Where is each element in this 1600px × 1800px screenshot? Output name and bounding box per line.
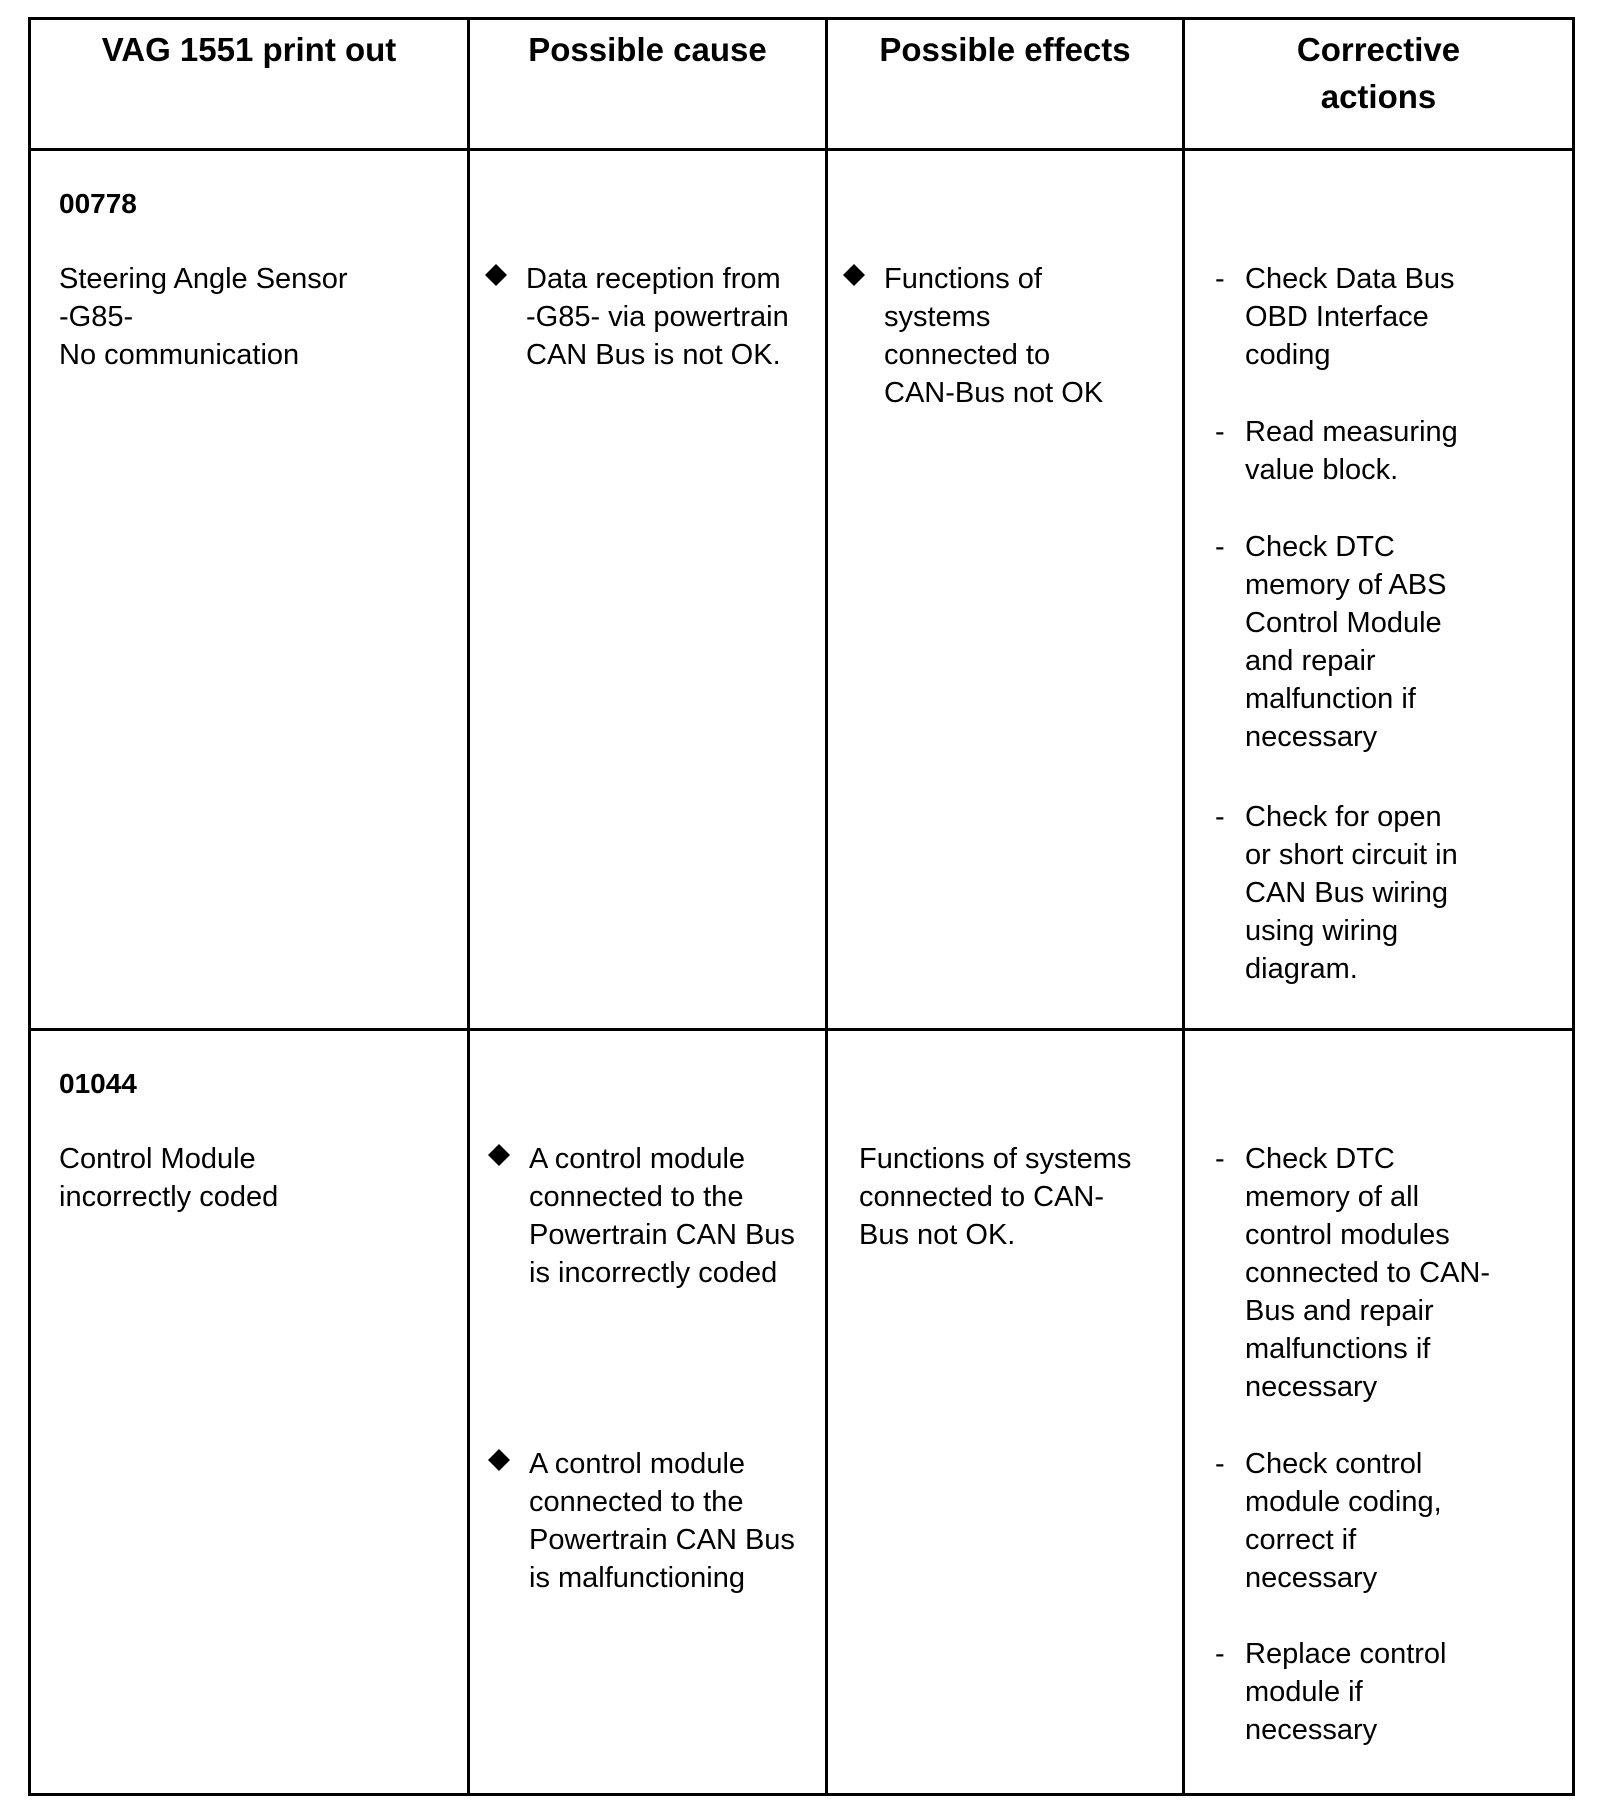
dash-bullet: - — [1215, 416, 1225, 448]
action-text — [1245, 798, 1458, 988]
row-1-actions-cell — [1185, 151, 1572, 1031]
action-text — [1245, 528, 1446, 756]
action-line: and repair — [1245, 645, 1376, 677]
description-line: Control Module — [59, 1143, 256, 1175]
dash-bullet: - — [1215, 1448, 1225, 1480]
action-line: CAN Bus wiring — [1245, 877, 1449, 909]
action-text — [1245, 413, 1458, 489]
cause-line: Powertrain CAN Bus — [529, 1524, 795, 1556]
action-line: Check Data Bus — [1245, 263, 1455, 295]
cause-line: -G85- via powertrain — [526, 301, 789, 333]
diamond-bullet-icon — [488, 1449, 510, 1471]
action-line: Bus and repair — [1245, 1295, 1434, 1327]
action-line: diagram. — [1245, 953, 1358, 985]
cause-line: connected to the — [529, 1181, 744, 1213]
row-1-cause-cell — [470, 151, 828, 1031]
action-line: necessary — [1245, 1371, 1378, 1403]
header-possible-cause — [470, 20, 828, 151]
row-2-printout-cell — [31, 1031, 470, 1793]
cause-line: is incorrectly coded — [529, 1257, 778, 1289]
row-2-effects-cell — [828, 1031, 1185, 1793]
action-line: memory of ABS — [1245, 569, 1447, 601]
diamond-bullet-icon — [488, 1144, 510, 1166]
header-possible-effects — [828, 20, 1185, 151]
cause-text — [529, 1445, 795, 1597]
header-text: Possible effects — [879, 31, 1131, 68]
header-corrective-actions — [1185, 20, 1572, 151]
action-text — [1245, 1635, 1447, 1749]
cause-line: Powertrain CAN Bus — [529, 1219, 795, 1251]
cause-line: A control module — [529, 1143, 746, 1175]
action-line: connected to CAN- — [1245, 1257, 1491, 1289]
action-line: necessary — [1245, 1714, 1378, 1746]
action-line: value block. — [1245, 454, 1399, 486]
row-2-cause-cell — [470, 1031, 828, 1793]
action-line: malfunction if — [1245, 683, 1416, 715]
action-line: memory of all — [1245, 1181, 1420, 1213]
cause-line: CAN Bus is not OK. — [526, 339, 781, 371]
cause-line: connected to the — [529, 1486, 744, 1518]
action-line: Replace control — [1245, 1638, 1447, 1670]
effect-line: Functions of — [884, 263, 1042, 295]
action-line: module coding, — [1245, 1486, 1442, 1518]
action-line: coding — [1245, 339, 1331, 371]
effect-line: systems — [884, 301, 991, 333]
dash-bullet: - — [1215, 263, 1225, 295]
action-line: OBD Interface — [1245, 301, 1429, 333]
description-line: No communication — [59, 339, 300, 371]
action-line: necessary — [1245, 1562, 1378, 1594]
row-1-printout-cell — [31, 151, 470, 1031]
cause-text — [529, 1140, 795, 1292]
row-1-effects-cell — [828, 151, 1185, 1031]
action-line: Check DTC — [1245, 531, 1395, 563]
dash-bullet: - — [1215, 531, 1225, 563]
header-text: actions — [1320, 78, 1437, 115]
action-line: Check control — [1245, 1448, 1423, 1480]
action-text — [1245, 260, 1455, 374]
cause-line: Data reception from — [526, 263, 781, 295]
header-text: VAG 1551 print out — [101, 31, 397, 68]
diamond-bullet-icon — [485, 264, 507, 286]
header-vag-printout — [31, 20, 470, 151]
description-line: Steering Angle Sensor — [59, 263, 348, 295]
effect-line: connected to CAN- — [859, 1181, 1105, 1213]
action-line: Read measuring — [1245, 416, 1458, 448]
fault-code: 00778 — [59, 188, 137, 219]
action-line: module if — [1245, 1676, 1363, 1708]
fault-description — [59, 1140, 278, 1216]
fault-code: 01044 — [59, 1068, 137, 1099]
effect-line: CAN-Bus not OK — [884, 377, 1104, 409]
diagnostic-table — [28, 17, 1575, 1796]
diamond-bullet-icon — [843, 264, 865, 286]
effect-line: Bus not OK. — [859, 1219, 1016, 1251]
cause-line: A control module — [529, 1448, 746, 1480]
action-text — [1245, 1445, 1442, 1597]
effect-line: Functions of systems — [859, 1143, 1132, 1175]
description-line: incorrectly coded — [59, 1181, 279, 1213]
dash-bullet: - — [1215, 801, 1225, 833]
cause-text — [526, 260, 789, 374]
fault-description — [59, 260, 348, 374]
action-line: Control Module — [1245, 607, 1442, 639]
cause-line: is malfunctioning — [529, 1562, 745, 1594]
description-line: -G85- — [59, 301, 134, 333]
action-line: or short circuit in — [1245, 839, 1458, 871]
action-line: Check for open — [1245, 801, 1442, 833]
header-text: Possible cause — [528, 31, 767, 68]
action-line: necessary — [1245, 721, 1378, 753]
effect-line: connected to — [884, 339, 1051, 371]
action-text — [1245, 1140, 1490, 1406]
action-line: Check DTC — [1245, 1143, 1395, 1175]
action-line: using wiring — [1245, 915, 1399, 947]
header-text: Corrective — [1296, 31, 1461, 68]
dash-bullet: - — [1215, 1143, 1225, 1175]
action-line: malfunctions if — [1245, 1333, 1431, 1365]
effect-text — [859, 1140, 1131, 1254]
action-line: correct if — [1245, 1524, 1357, 1556]
action-line: control modules — [1245, 1219, 1450, 1251]
row-2-actions-cell — [1185, 1031, 1572, 1793]
effect-text — [884, 260, 1103, 412]
dash-bullet: - — [1215, 1638, 1225, 1670]
